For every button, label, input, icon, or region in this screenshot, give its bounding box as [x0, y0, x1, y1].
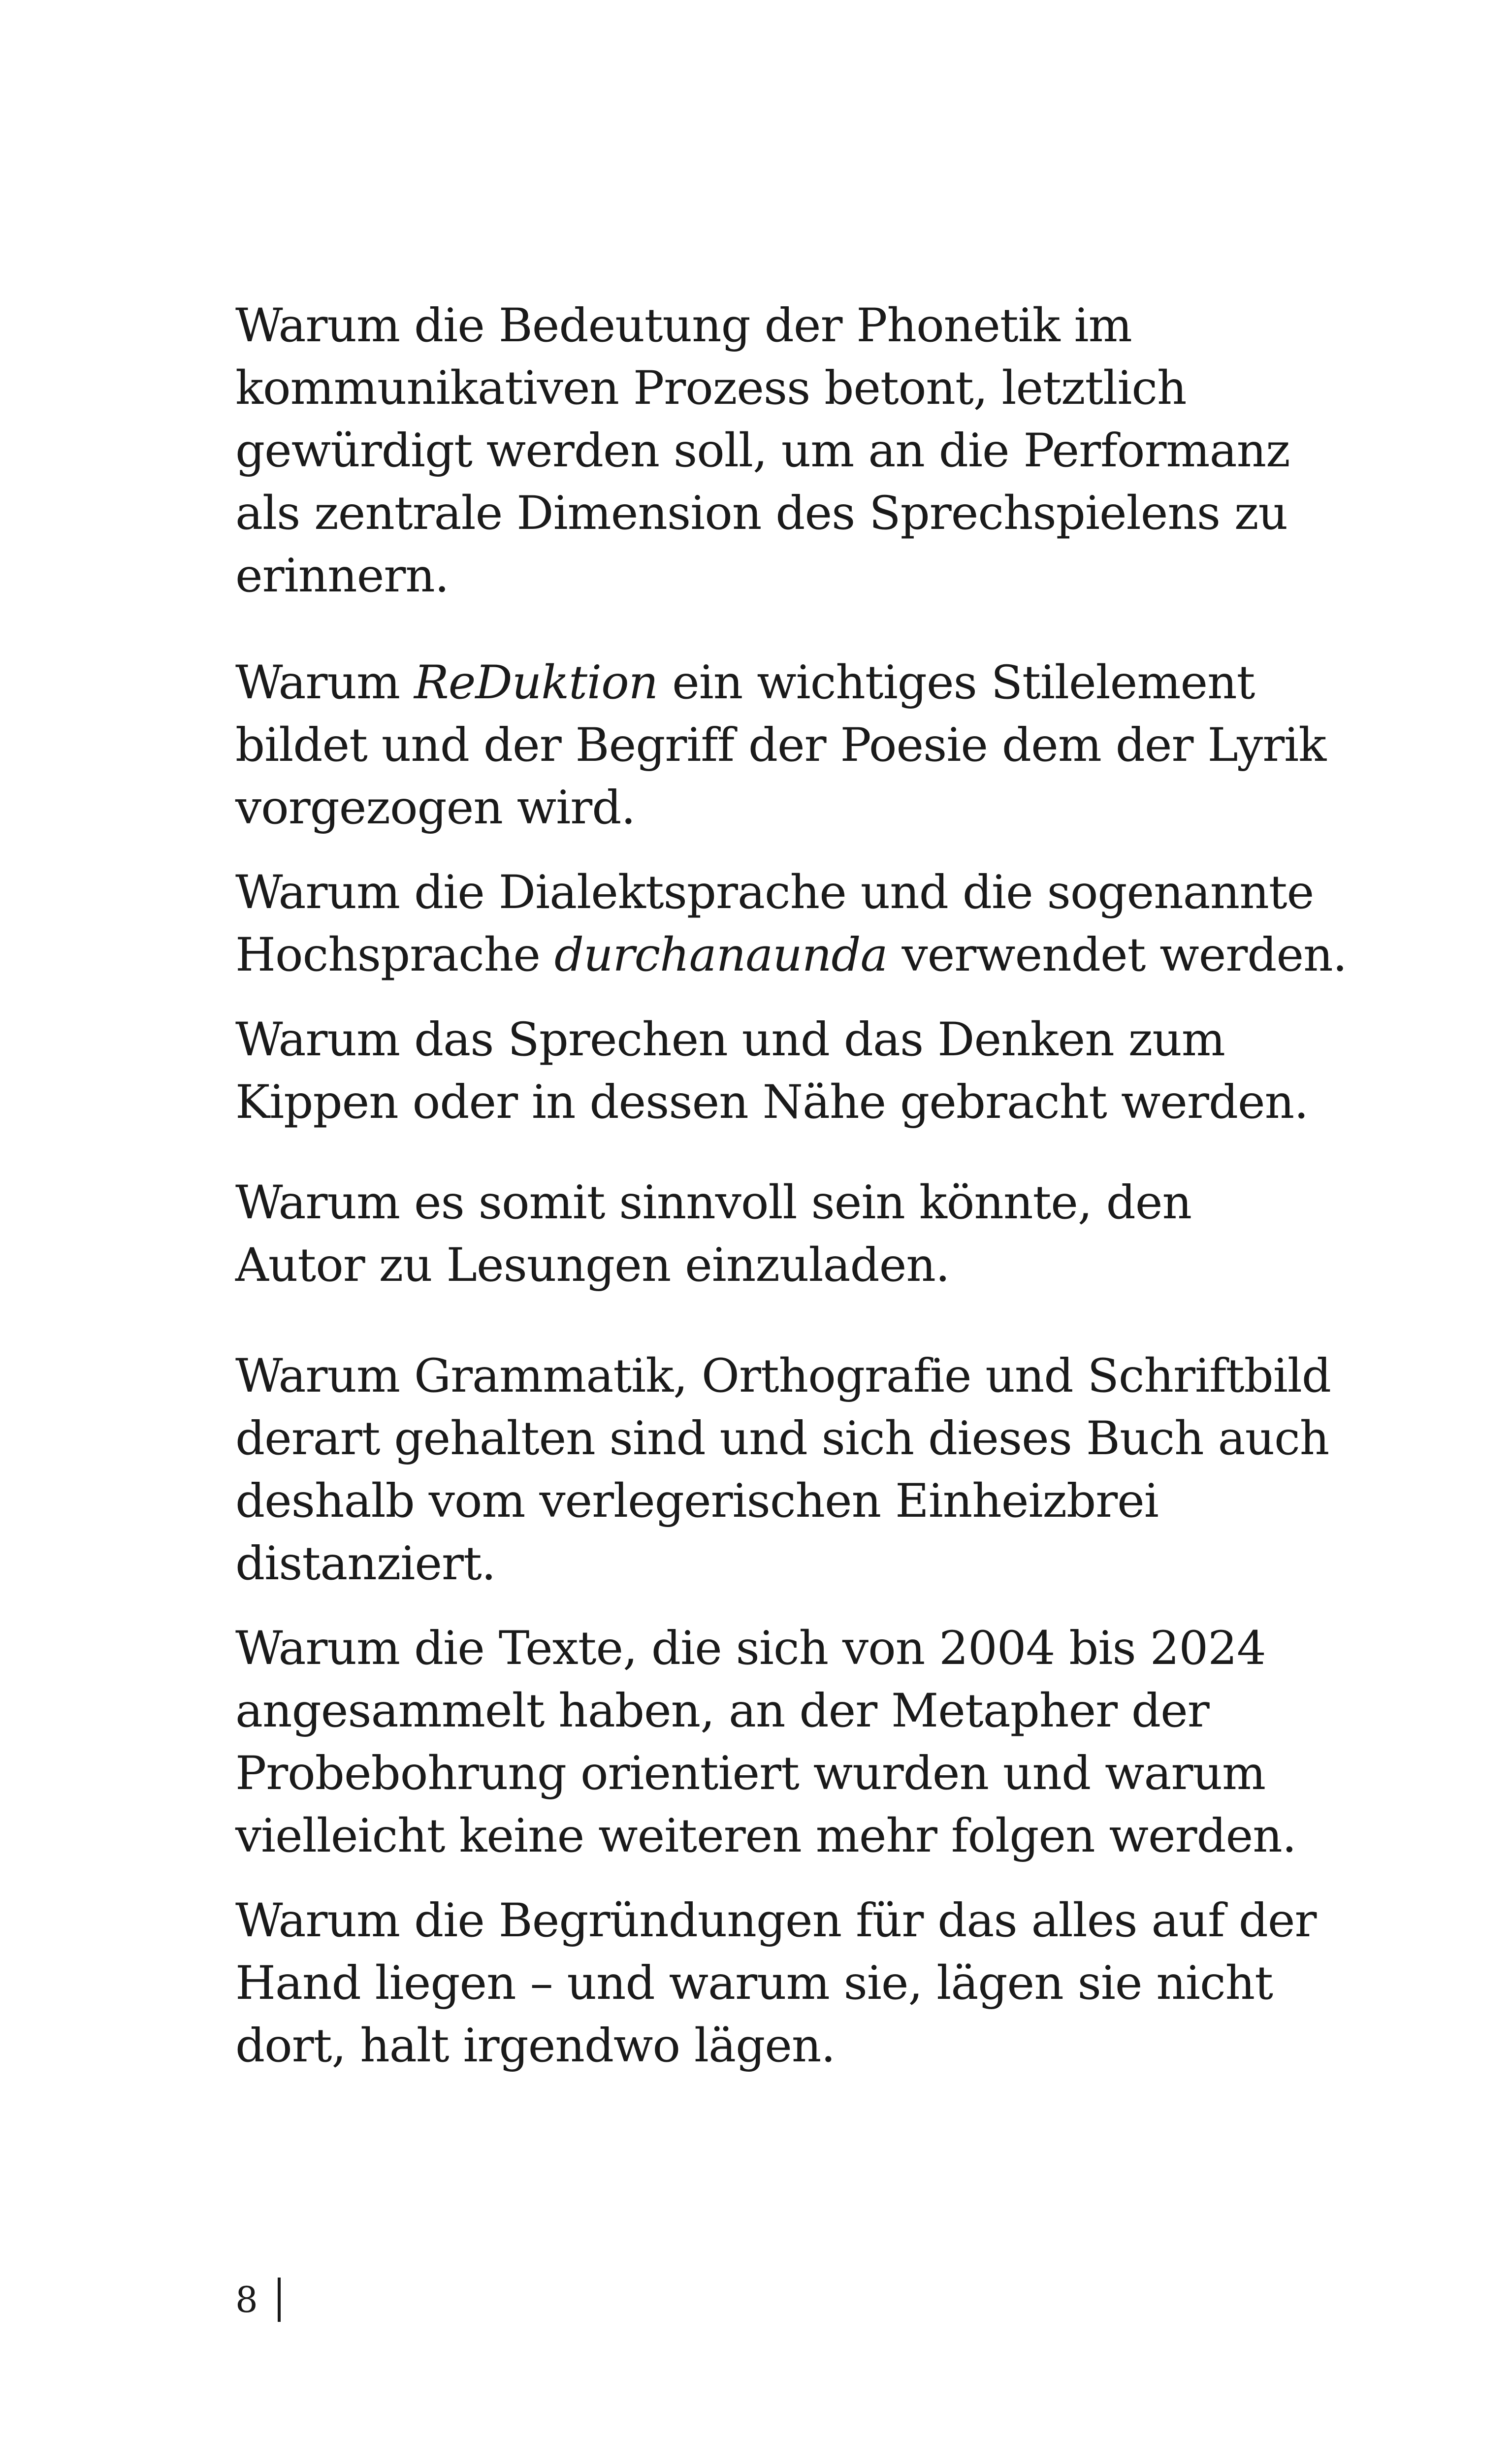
paragraph-grammatik	[235, 1345, 1331, 1595]
text-span: Hochsprache	[235, 928, 554, 982]
text-line: vorgezogen wird.	[235, 781, 636, 835]
folio-divider	[278, 2278, 281, 2322]
text-line: gewürdigt werden soll, um an die Performanz	[235, 424, 1290, 478]
text-line: Warum die Texte, die sich von 2004 bis 2024	[235, 1622, 1266, 1675]
paragraph-phonetik	[235, 294, 1319, 607]
text-line: kommunikativen Prozess betont, letztlich	[235, 361, 1187, 415]
italic-term: durchanaunda	[554, 928, 888, 982]
text-line: deshalb vom verlegerischen Einheizbrei	[235, 1474, 1158, 1528]
text-span: Warum	[235, 656, 414, 710]
text-line: dort, halt irgendwo lägen.	[235, 2019, 836, 2073]
text-line: Warum die Begründungen für das alles auf der	[235, 1894, 1317, 1948]
paragraph-begruendungen	[235, 1889, 1319, 2077]
text-line: derart gehalten sind und sich dieses Buch auch	[235, 1412, 1329, 1466]
text-line: Warum Grammatik, Orthografie und Schriftbild	[235, 1349, 1331, 1403]
page-number: 8	[235, 2279, 258, 2320]
text-line: Hand liegen – und warum sie, lägen sie nicht	[235, 1956, 1273, 2010]
paragraph-kippen	[235, 1009, 1319, 1134]
text-line: Warum es somit sinnvoll sein könnte, den	[235, 1176, 1191, 1230]
text-span: ein wichtiges Stilelement	[658, 656, 1255, 710]
text-line: angesammelt haben, an der Metapher der	[235, 1684, 1209, 1738]
text-line: als zentrale Dimension des Sprechspielens zu	[235, 487, 1288, 540]
text-line: Warum das Sprechen und das Denken zum	[235, 1013, 1225, 1067]
italic-term: ReDuktion	[414, 656, 658, 710]
paragraph-dialekt	[235, 861, 1347, 986]
body-text	[235, 294, 1347, 2077]
text-line	[235, 924, 1347, 986]
text-line: erinnern.	[235, 549, 449, 603]
text-span: verwendet werden.	[887, 928, 1347, 982]
paragraph-lesungen	[235, 1172, 1319, 1297]
text-line	[235, 651, 1319, 714]
text-line: vielleicht keine weiteren mehr folgen werden.	[235, 1809, 1296, 1863]
paragraph-reduktion	[235, 651, 1326, 839]
text-line: distanziert.	[235, 1537, 496, 1591]
text-line: Warum die Bedeutung der Phonetik im	[235, 299, 1132, 353]
text-line: bildet und der Begriff der Poesie dem der Lyrik	[235, 718, 1326, 772]
text-line: Kippen oder in dessen Nähe gebracht werden.	[235, 1075, 1309, 1129]
text-line: Probebohrung orientiert wurden und warum	[235, 1747, 1266, 1800]
text-line: Warum die Dialektsprache und die sogenannte	[235, 866, 1314, 919]
page-folio	[235, 2278, 281, 2322]
text-line: Autor zu Lesungen einzuladen.	[235, 1238, 950, 1292]
paragraph-texte	[235, 1617, 1319, 1867]
